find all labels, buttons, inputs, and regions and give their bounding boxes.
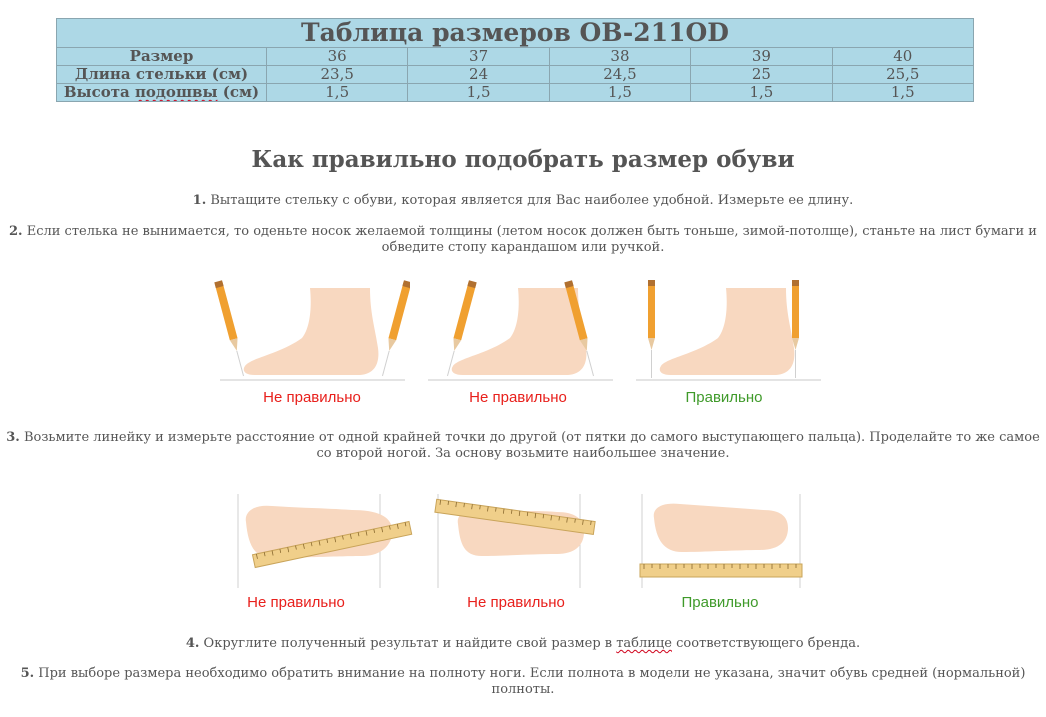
table-cell: 1,5 [691, 84, 832, 102]
table-cell: 37 [408, 48, 549, 66]
table-cell: 40 [832, 48, 973, 66]
step-1 [6, 193, 1040, 209]
table-row [57, 66, 974, 84]
table-cell: 36 [267, 48, 408, 66]
tracing-right [626, 278, 826, 384]
table-row [57, 84, 974, 102]
size-table-title: Таблица размеров OB-211OD [57, 19, 974, 48]
foot-tracing-illustration [418, 278, 618, 384]
step-text: При выборе размера необходимо обратить внимание на полноту ноги. Если полнота в модели не указана, значит обувь средней (нормальной) полноты. [34, 666, 1026, 697]
step-number: 1. [192, 193, 207, 208]
table-cell: 1,5 [267, 84, 408, 102]
foot-ruler-illustration [432, 494, 600, 590]
table-cell: 38 [549, 48, 690, 66]
foot-tracing-illustration [210, 278, 410, 384]
ruler-right [638, 494, 806, 590]
spellcheck-word: таблице [616, 636, 672, 651]
caption-wrong-1: Не правильно [263, 389, 361, 406]
foot-ruler-illustration [232, 494, 417, 590]
step-number: 5. [20, 666, 35, 681]
step-number: 4. [185, 636, 200, 651]
step-number: 2. [9, 224, 23, 239]
guide-title: Как правильно подобрать размер обуви [251, 146, 795, 173]
step-text: Округлите полученный результат и найдите свой размер в [199, 636, 617, 651]
table-cell: 1,5 [832, 84, 973, 102]
caption-wrong-3: Не правильно [247, 594, 345, 611]
caption-wrong-2: Не правильно [469, 389, 567, 406]
step-3 [6, 430, 1040, 462]
step-5 [6, 666, 1040, 698]
table-cell: 25,5 [832, 66, 973, 84]
spellcheck-word: подошвы [134, 83, 218, 101]
table-cell: 23,5 [267, 66, 408, 84]
size-table [56, 18, 974, 102]
step-text: соответствующего бренда. [671, 636, 861, 651]
ruler-wrong-1 [232, 494, 417, 590]
step-4 [6, 636, 1040, 652]
row-label-size: Размер [57, 48, 267, 66]
caption-wrong-4: Не правильно [467, 594, 565, 611]
caption-right-1: Правильно [685, 389, 763, 406]
table-cell: 24,5 [549, 66, 690, 84]
tracing-wrong-2 [418, 278, 618, 384]
step-number: 3. [6, 430, 20, 445]
table-cell: 39 [691, 48, 832, 66]
row-label-part: (см) [217, 83, 260, 101]
row-label-sole-height [57, 84, 267, 102]
caption-right-2: Правильно [681, 594, 759, 611]
tracing-wrong-1 [210, 278, 410, 384]
step-text: Если стелька не вынимается, то оденьте носок желаемой толщины (летом носок должен быть тоньше, зимой-потолще), станьте на лист бумаги и обведите стопу карандашом или ручкой. [22, 224, 1037, 255]
row-label-part: Высота [63, 83, 135, 101]
step-text: Вытащите стельку с обуви, которая является для Вас наиболее удобной. Измерьте ее длину. [206, 193, 854, 208]
table-row [57, 48, 974, 66]
table-cell: 24 [408, 66, 549, 84]
foot-tracing-illustration [626, 278, 826, 384]
step-text: Возьмите линейку и измерьте расстояние от одной крайней точки до другой (от пятки до самого выступающего пальца). Проделайте то же самое со второй ногой. За основу возьмите наибольшее значение. [19, 430, 1040, 461]
row-label-insole-length: Длина стельки (см) [57, 66, 267, 84]
ruler-wrong-2 [432, 494, 600, 590]
step-2 [6, 224, 1040, 256]
table-cell: 25 [691, 66, 832, 84]
table-cell: 1,5 [408, 84, 549, 102]
foot-ruler-illustration [638, 494, 806, 590]
table-cell: 1,5 [549, 84, 690, 102]
